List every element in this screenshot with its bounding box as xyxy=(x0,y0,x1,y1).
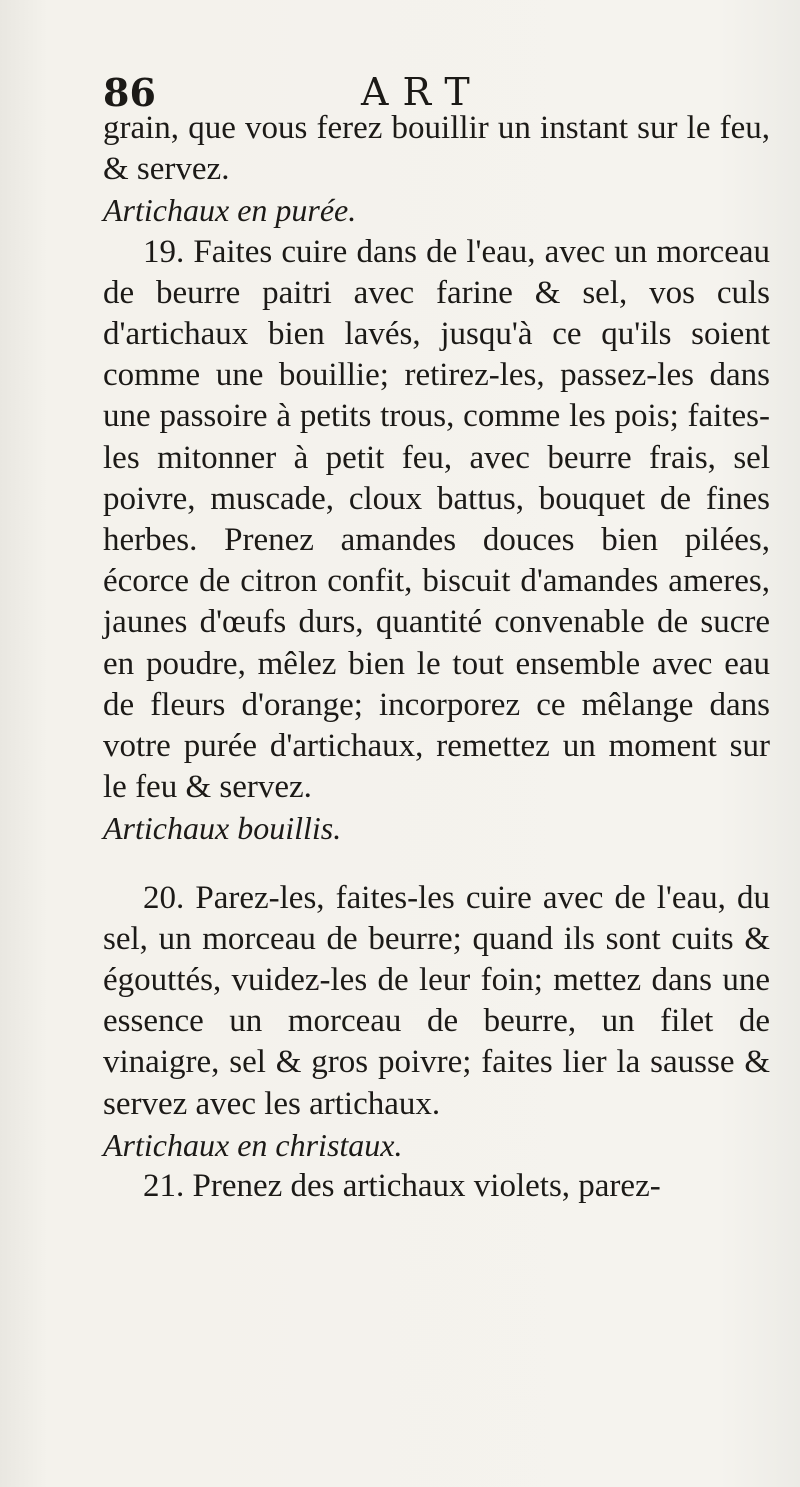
recipe-heading-christaux: Artichaux en christaux. xyxy=(103,1126,403,1163)
recipe-paragraph-20: 20. Parez-les, faites-les cuire avec de l'eau, du sel, un morceau de beurre; quand ils sont cuits & égouttés, vuidez-les de leur foin; mettez dans une essence un morceau de beurre, un filet de vinaigre, sel & gros poivre; faites lier la sausse & servez avec les artichaux. xyxy=(103,879,770,1122)
running-title: ART xyxy=(361,70,484,114)
paragraph-continuation: grain, que vous ferez bouillir un instant sur le feu, & servez. xyxy=(103,110,770,188)
body-text xyxy=(103,108,770,1207)
spacer xyxy=(103,850,770,878)
page-number: 86 xyxy=(103,70,156,115)
recipe-heading-puree: Artichaux en purée. xyxy=(103,192,357,229)
recipe-paragraph-21: 21. Prenez des artichaux violets, parez- xyxy=(143,1168,661,1205)
recipe-heading-bouillis: Artichaux bouillis. xyxy=(103,810,342,847)
recipe-paragraph-19: 19. Faites cuire dans de l'eau, avec un morceau de beurre paitri avec farine & sel, vos culs d'artichaux bien lavés, jusqu'à ce qu'ils soient comme une bouillie; retirez-les, passez-les dans une passoire à petits trous, comme les pois; faites-les mitonner à petit feu, avec beurre frais, sel poivre, muscade, cloux battus, bouquet de fines herbes. Prenez amandes douces bien pilées, écorce de citron confit, biscuit d'amandes ameres, jaunes d'œufs durs, quantité convenable de sucre en poudre, mêlez bien le tout ensemble avec eau de fleurs d'orange; incorporez ce mêlange dans votre purée d'artichaux, remettez un moment sur le feu & servez. xyxy=(103,233,770,806)
